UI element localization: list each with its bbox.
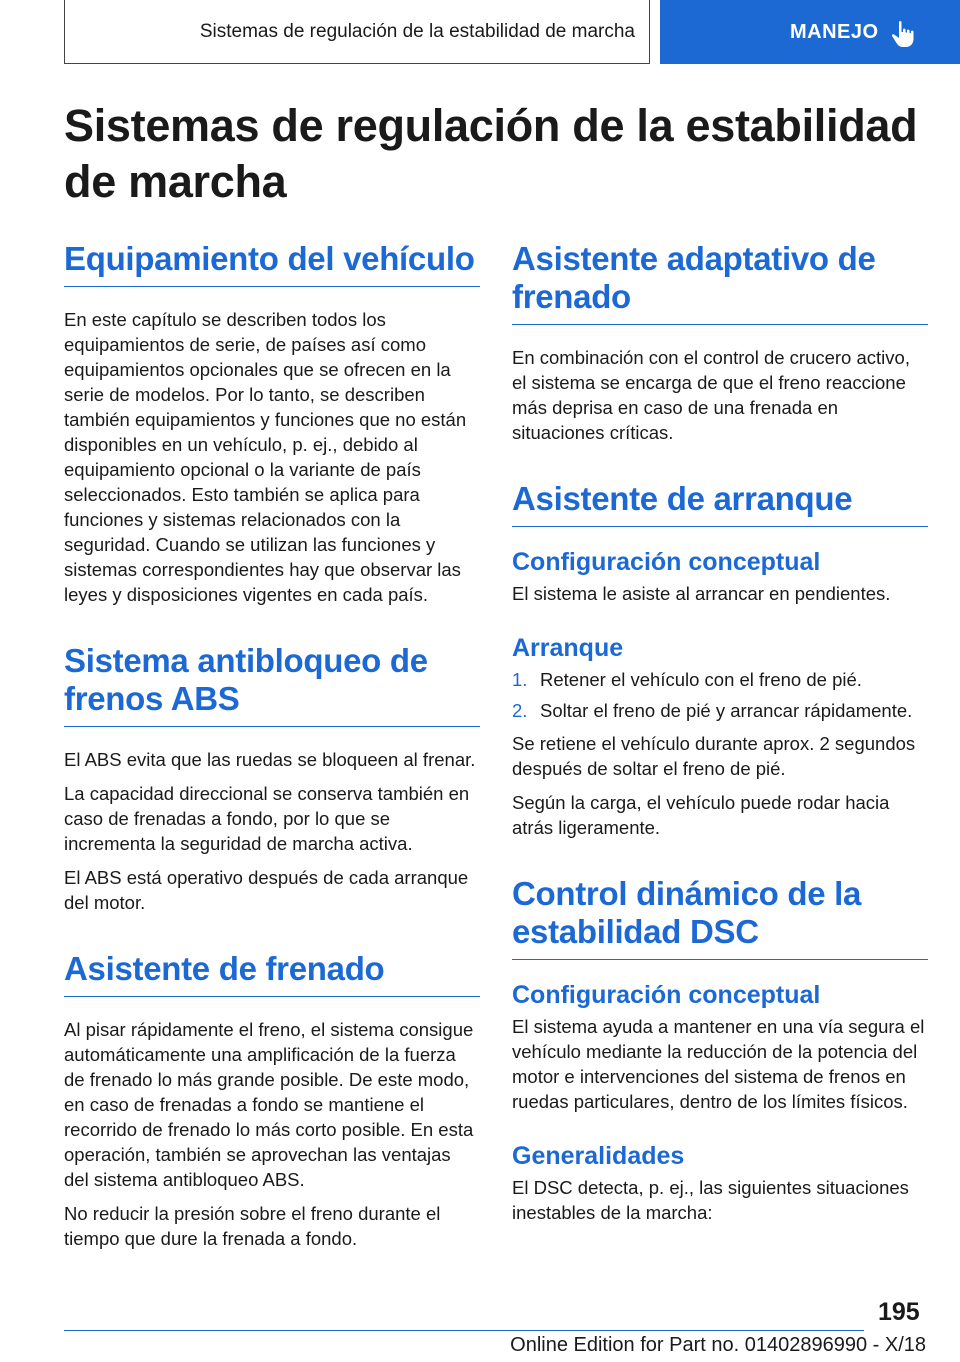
subsection-title-dsc-configuracion: Configuración conceptual [512, 981, 821, 1009]
step-number: 2. [512, 700, 528, 721]
abs-paragraph-2: La capacidad direccional se conserva también en caso de frenadas a fondo, por lo que se incrementa la seguridad de marcha activa. [64, 783, 470, 854]
list-item [512, 698, 928, 723]
asistente-adaptativo-paragraph: En combinación con el control de crucero activo, el sistema se encarga de que el freno reaccione más deprisa en caso de una frenada en situaciones críticas. [512, 347, 910, 443]
abs-paragraph-3: El ABS está operativo después de cada arranque del motor. [64, 867, 469, 913]
step-number: 1. [512, 669, 528, 690]
arranque-paragraph-2: Según la carga, el vehículo puede rodar hacia atrás ligeramente. [512, 792, 890, 838]
pointing-hand-icon [890, 20, 916, 48]
running-title: Sistemas de regulación de la estabilidad de marcha [199, 20, 635, 42]
section-title-asistente-adaptativo: Asistente adaptativo de frenado [512, 240, 928, 325]
configuracion-paragraph: El sistema le asiste al arrancar en pendientes. [512, 583, 891, 604]
arranque-steps [512, 667, 928, 723]
subsection-title-arranque: Arranque [512, 634, 624, 662]
page-title: Sistemas de regulación de la estabilidad de marcha [64, 100, 918, 207]
section-title-asistente-frenado: Asistente de frenado [64, 950, 480, 997]
footer-rule [64, 1330, 864, 1331]
running-header [64, 0, 650, 64]
page-number: 195 [878, 1298, 920, 1326]
section-tab [660, 0, 960, 64]
footer-edition: Online Edition for Part no. 01402896990 - X/18 [510, 1334, 926, 1356]
section-tab-label: MANEJO [790, 20, 879, 43]
subsection-title-configuracion: Configuración conceptual [512, 548, 821, 576]
section-title-dsc: Control dinámico de la estabilidad DSC [512, 875, 928, 960]
list-item [512, 667, 928, 692]
section-title-asistente-arranque: Asistente de arranque [512, 480, 928, 527]
left-column [64, 240, 480, 1260]
dsc-configuracion-paragraph: El sistema ayuda a mantener en una vía segura el vehículo mediante la reducción de la potencia del motor e intervenciones del sistema de frenos en ruedas particulares, dentro de los límites físicos. [512, 1016, 925, 1112]
section-title-abs: Sistema antibloqueo de frenos ABS [64, 642, 480, 727]
asistente-frenado-paragraph-1: Al pisar rápidamente el freno, el sistema consigue automáticamente una amplificación de la fuerza de frenado lo más grande posible. De este modo, en caso de frenadas a fondo se mantiene el recorrido de frenado lo más corto posible. En esta operación, también se aprovechan las ventajas del sistema antibloqueo ABS. [64, 1019, 474, 1190]
equipamiento-paragraph: En este capítulo se describen todos los equipamientos de serie, de países así como equipamientos opcionales que se ofrecen en la serie de modelos. Por lo tanto, se describen también equipamientos y funciones que no están disponibles en un vehículo, p. ej., debido al equipamiento opcional o la variante de país seleccionados. Esto también se aplica para funciones y sistemas relacionados con la seguridad. Cuando se utilizan las funciones y sistemas correspondientes hay que observar las leyes y disposiciones vigentes en cada país. [64, 309, 467, 605]
asistente-frenado-paragraph-2: No reducir la presión sobre el freno durante el tiempo que dure la frenada a fondo. [64, 1203, 441, 1249]
right-column [512, 240, 928, 1234]
generalidades-paragraph: El DSC detecta, p. ej., las siguientes situaciones inestables de la marcha: [512, 1177, 909, 1223]
section-title-equipamiento: Equipamiento del vehículo [64, 240, 480, 287]
arranque-paragraph-1: Se retiene el vehículo durante aprox. 2 segundos después de soltar el freno de pié. [512, 733, 916, 779]
subsection-title-generalidades: Generalidades [512, 1142, 685, 1170]
abs-paragraph-1: El ABS evita que las ruedas se bloqueen al frenar. [64, 749, 476, 770]
step-text: Retener el vehículo con el freno de pié. [540, 669, 862, 690]
step-text: Soltar el freno de pié y arrancar rápidamente. [540, 700, 913, 721]
